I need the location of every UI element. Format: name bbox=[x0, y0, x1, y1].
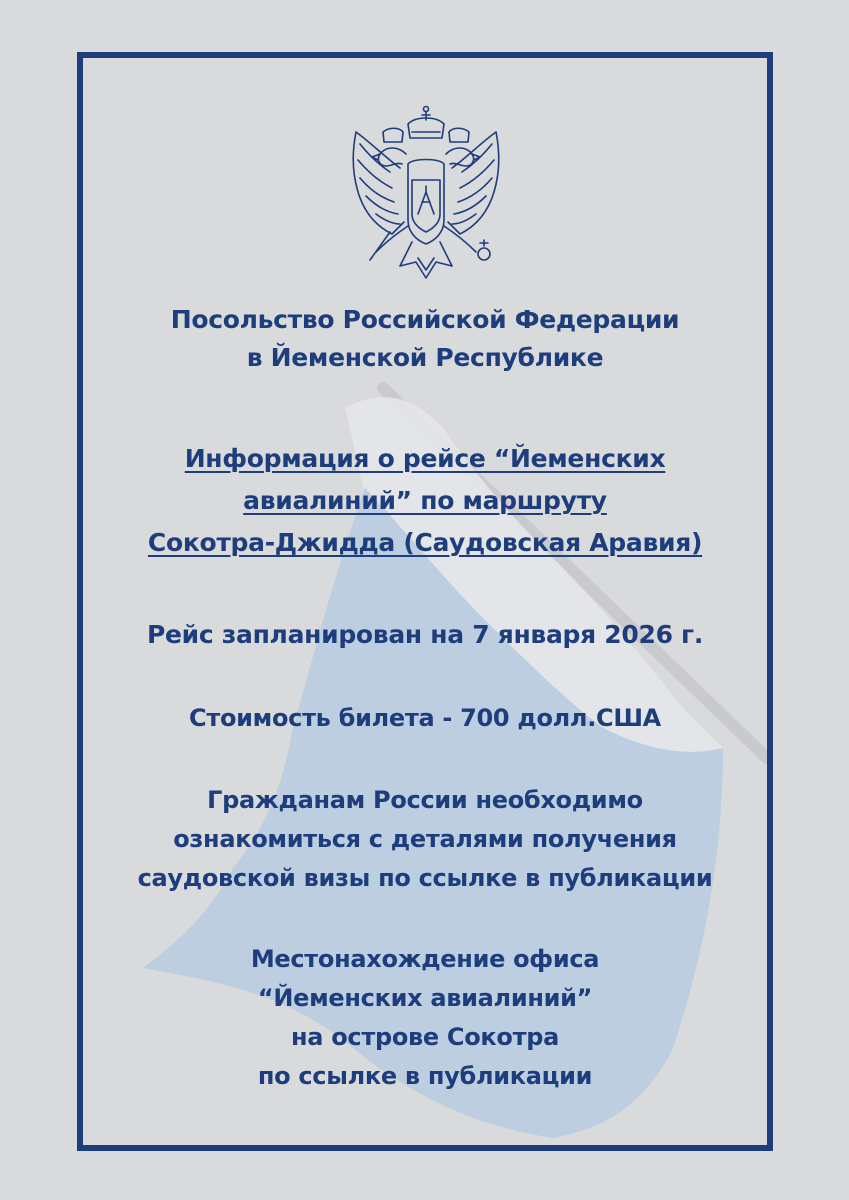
ticket-price-text: Стоимость билета - 700 долл.США bbox=[189, 704, 661, 732]
office-info-line-3: на острове Сокотра bbox=[290, 1023, 559, 1051]
visa-info-line-2: ознакомиться с деталями получения bbox=[173, 825, 677, 853]
flight-info-title bbox=[83, 438, 767, 564]
ticket-price bbox=[83, 699, 767, 737]
embassy-header-line-1: Посольство Российской Федерации bbox=[170, 305, 680, 334]
flight-date-text: Рейс запланирован на 7 января 2026 г. bbox=[146, 620, 704, 649]
notice-frame bbox=[77, 52, 773, 1151]
office-info-line-1: Местонахождение офиса bbox=[250, 945, 600, 973]
flight-info-title-line-3: Сокотра-Джидда (Саудовская Аравия) bbox=[147, 528, 703, 557]
flight-info-title-line-1: Информация о рейсе “Йеменских bbox=[184, 444, 666, 473]
embassy-header bbox=[83, 301, 767, 377]
embassy-header-line-2: в Йеменской Республике bbox=[246, 343, 604, 372]
flight-info-title-line-2: авиалиний” по маршруту bbox=[243, 486, 607, 515]
office-info-line-2: “Йеменских авиалиний” bbox=[257, 984, 593, 1012]
visa-info bbox=[83, 781, 767, 898]
office-location-info bbox=[83, 940, 767, 1096]
russian-coat-of-arms-emblem bbox=[346, 102, 506, 288]
office-info-line-4: по ссылке в публикации bbox=[257, 1062, 593, 1090]
flight-date bbox=[83, 616, 767, 654]
visa-info-line-3: саудовской визы по ссылке в публикации bbox=[137, 864, 713, 892]
visa-info-line-1: Гражданам России необходимо bbox=[207, 786, 643, 814]
